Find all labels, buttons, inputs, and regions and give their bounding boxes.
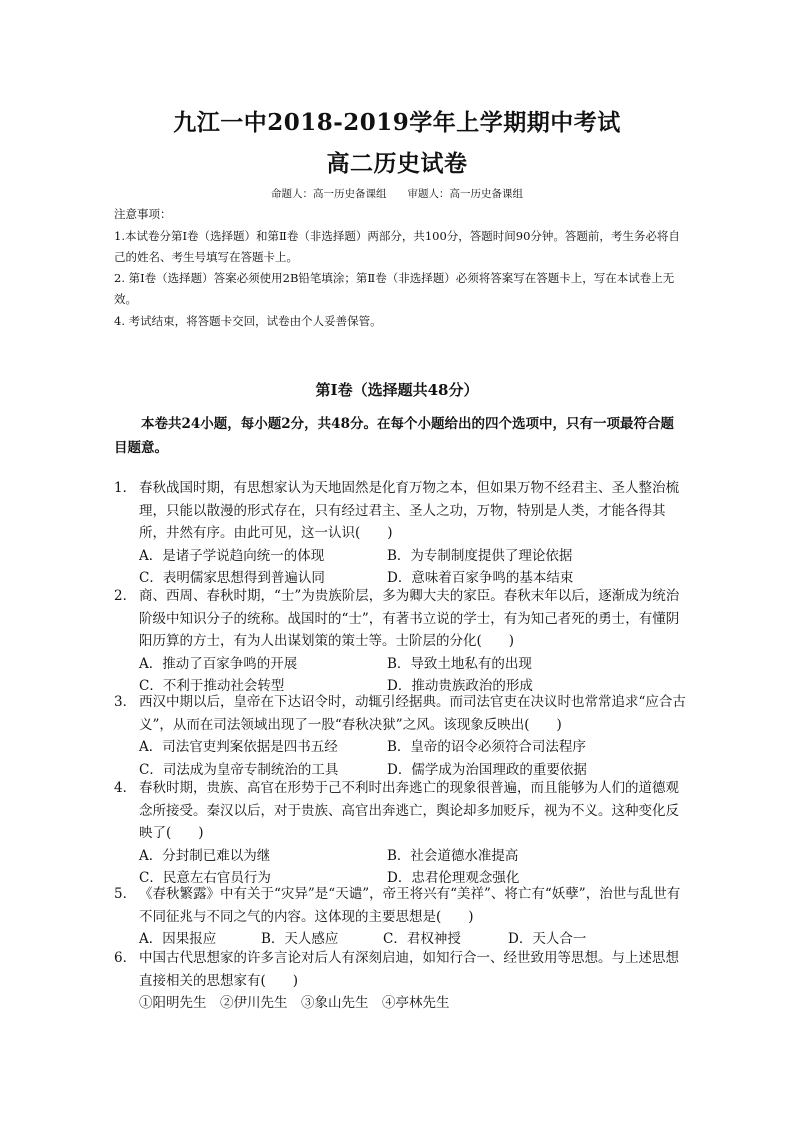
question-1 <box>114 477 686 590</box>
option-d: D．儒学成为治国理政的重要依据 <box>387 761 587 778</box>
question-number: 4． <box>114 780 137 796</box>
notice-item-3: 4. 考试结束，将答题卡交回，试卷由个人妥善保管。 <box>114 314 382 328</box>
notice-item-2: 2. 第Ⅰ卷（选择题）答案必须使用2B铅笔填涂；第Ⅱ卷（非选择题）必须将答案写在答题卡上，写在本试卷上无效。 <box>114 271 675 306</box>
option-c: C．不利于推动社会转型 <box>139 678 285 695</box>
section-title: 第Ⅰ卷（选择题共48分） <box>315 381 479 399</box>
section-intro: 本卷共24小题，每小题2分，共48分。在每个小题给出的四个选项中，只有一项最符合题目题意。 <box>114 416 674 456</box>
option-c: C．君权神授 <box>383 931 461 948</box>
option-a: A．是诸子学说趋向统一的体现 <box>139 547 325 564</box>
option-c: C．民意左右官员行为 <box>139 870 271 887</box>
question-stem: 春秋战国时期，有思想家认为天地固然是化育万物之本，但如果万物不经君主、圣人整治梳理，只能以散漫的形式存在，只有经过君主、圣人之功，万物，特别是人类，才能各得其所，井然有序。由此可见，这一认识( ) <box>139 480 679 542</box>
option-a: A．因果报应 <box>139 931 217 948</box>
option-a: A．司法官吏判案依据是四书五经 <box>139 739 338 756</box>
question-number: 1． <box>114 480 137 496</box>
question-stem: 春秋时期，贵族、高官在形势于己不利时出奔逃亡的现象很普遍，而且能够为人们的道德观念所接受。秦汉以后，对于贵族、高官出奔逃亡，舆论却多加贬斥，视为不义。这种变化反映了( ) <box>139 780 679 842</box>
question-number: 5． <box>114 886 137 902</box>
notice-item-1: 1.本试卷分第Ⅰ卷（选择题）和第Ⅱ卷（非选择题）两部分，共100分，答题时间90分钟。答题前，考生务必将自己的姓名、考生号填写在答题卡上。 <box>114 229 680 264</box>
exam-subtitle: 高二历史试卷 <box>326 150 468 177</box>
question-6 <box>114 947 686 1015</box>
option-b: B．皇帝的诏令必须符合司法程序 <box>387 739 586 756</box>
question-4 <box>114 777 686 890</box>
option-a: A．推动了百家争鸣的开展 <box>139 655 298 672</box>
question-5 <box>114 883 686 951</box>
option-d: D．意味着百家争鸣的基本结束 <box>387 570 574 587</box>
option-b: B．社会道德水准提高 <box>387 847 519 864</box>
option-d: D．推动贵族政治的形成 <box>387 678 533 695</box>
option-d: D．忠君伦理观念强化 <box>387 870 520 887</box>
question-number: 3． <box>114 694 137 710</box>
question-3 <box>114 691 686 781</box>
option-b: B．为专制制度提供了理论依据 <box>387 547 573 564</box>
question-stem: 商、西周、春秋时期，“士”为贵族阶层，多为卿大夫的家臣。春秋末年以后，逐渐成为统治阶级中知识分子的统称。战国时的“士”，有著书立说的学士，有为知己者死的勇士，有懂阴阳历算的方士，有为人出谋划策的策士等。士阶层的分化( ) <box>139 588 680 650</box>
notice-heading: 注意事项： <box>114 207 172 221</box>
option-b: B．导致土地私有的出现 <box>387 655 532 672</box>
exam-title: 九江一中2018-2019学年上学期期中考试 <box>173 109 621 136</box>
option-c: C．司法成为皇帝专制统治的工具 <box>139 761 339 778</box>
question-stem: 西汉中期以后，皇帝在下达诏令时，动辄引经据典。而司法官吏在决议时也常常追求“应合古义”，从而在司法领域出现了一股“春秋决狱”之风。该现象反映出( ) <box>139 694 686 733</box>
question-stem: 中国古代思想家的许多言论对后人有深刻启迪，如知行合一、经世致用等思想。与上述思想直接相关的思想家有( ) <box>139 950 679 989</box>
option-c: C．表明儒家思想得到普遍认同 <box>139 570 325 587</box>
option-a: A．分封制已难以为继 <box>139 847 271 864</box>
question-options <box>139 736 686 781</box>
question-stem: 《春秋繁露》中有关于“灾异”是“天谴”，帝王将兴有“美祥”、将亡有“妖孽”，治世与乱世有不同征兆与不同之气的内容。这体现的主要思想是( ) <box>139 886 681 925</box>
question-number: 2． <box>114 588 137 604</box>
authors-line: 命题人：高一历史备课组 审题人：高一历史备课组 <box>271 188 523 200</box>
option-b: B．天人感应 <box>261 931 339 948</box>
question-sub-items: ①阳明先生 ②伊川先生 ③象山先生 ④亭林先生 <box>139 995 450 1012</box>
question-2 <box>114 585 686 698</box>
option-d: D．天人合一 <box>508 931 587 948</box>
question-number: 6． <box>114 950 137 966</box>
question-options <box>139 545 686 590</box>
